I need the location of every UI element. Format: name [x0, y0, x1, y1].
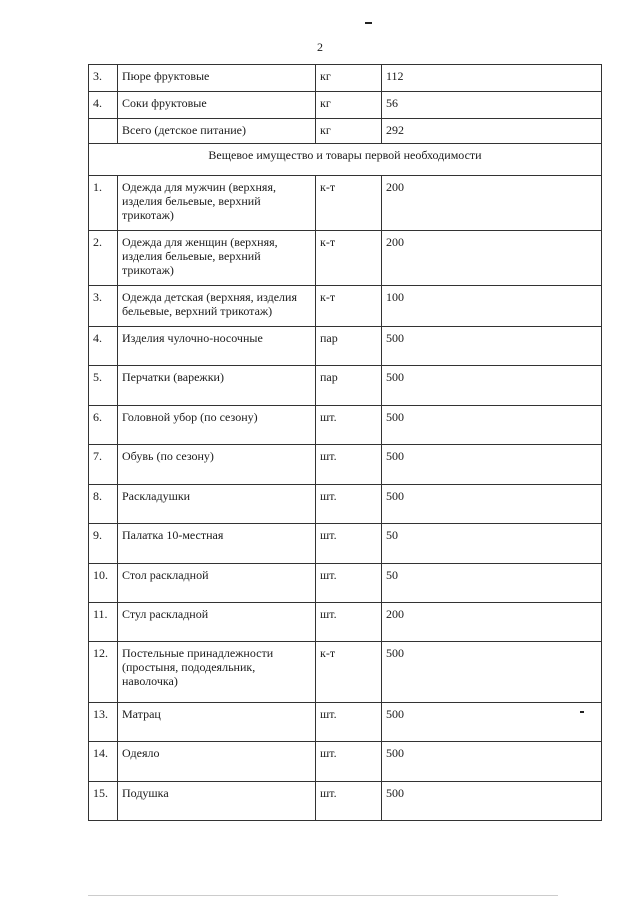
row-number: 3. — [89, 65, 118, 92]
table-row — [89, 286, 602, 327]
item-name: Раскладушки — [118, 485, 316, 524]
unit-cell: шт. — [316, 742, 382, 782]
row-number: 1. — [89, 176, 118, 231]
quantity-cell: 500 — [382, 406, 602, 445]
table-row — [89, 327, 602, 366]
quantity-cell: 100 — [382, 286, 602, 327]
item-name: Одежда для мужчин (верхняя, изделия бельевые, верхний трикотаж) — [118, 176, 316, 231]
item-name: Одеяло — [118, 742, 316, 782]
item-name: Изделия чулочно-носочные — [118, 327, 316, 366]
row-number: 15. — [89, 782, 118, 821]
table-row — [89, 564, 602, 603]
item-name: Одежда для женщин (верхняя, изделия бельевые, верхний трикотаж) — [118, 231, 316, 286]
unit-cell: шт. — [316, 564, 382, 603]
row-number: 7. — [89, 445, 118, 485]
unit-cell: кг — [316, 119, 382, 144]
row-number: 4. — [89, 92, 118, 119]
table-row — [89, 485, 602, 524]
bottom-edge-line — [88, 895, 558, 896]
unit-cell: шт. — [316, 445, 382, 485]
table-body-top — [89, 65, 602, 144]
page-number: 2 — [317, 40, 323, 54]
item-name: Матрац — [118, 703, 316, 742]
row-number: 9. — [89, 524, 118, 564]
table-row — [89, 92, 602, 119]
unit-cell: шт. — [316, 782, 382, 821]
table-row — [89, 406, 602, 445]
table-row — [89, 445, 602, 485]
scan-mark-right — [580, 711, 584, 713]
unit-cell: шт. — [316, 524, 382, 564]
quantity-cell: 500 — [382, 742, 602, 782]
quantity-cell: 500 — [382, 485, 602, 524]
row-number: 3. — [89, 286, 118, 327]
table-row — [89, 742, 602, 782]
quantity-cell: 50 — [382, 564, 602, 603]
unit-cell: кг — [316, 65, 382, 92]
unit-cell: пар — [316, 366, 382, 406]
item-name: Соки фруктовые — [118, 92, 316, 119]
table-row — [89, 642, 602, 703]
unit-cell: к-т — [316, 642, 382, 703]
item-name: Пюре фруктовые — [118, 65, 316, 92]
table-row — [89, 782, 602, 821]
row-number: 4. — [89, 327, 118, 366]
quantity-cell: 500 — [382, 703, 602, 742]
item-name: Подушка — [118, 782, 316, 821]
quantity-cell: 200 — [382, 231, 602, 286]
table-row — [89, 176, 602, 231]
quantity-cell: 56 — [382, 92, 602, 119]
supplies-table — [88, 64, 602, 821]
unit-cell: к-т — [316, 286, 382, 327]
item-name: Обувь (по сезону) — [118, 445, 316, 485]
quantity-cell: 112 — [382, 65, 602, 92]
row-number: 6. — [89, 406, 118, 445]
unit-cell: шт. — [316, 406, 382, 445]
quantity-cell: 500 — [382, 366, 602, 406]
quantity-cell: 50 — [382, 524, 602, 564]
unit-cell: к-т — [316, 231, 382, 286]
quantity-cell: 500 — [382, 445, 602, 485]
item-name: Постельные принадлежности (простыня, пододеяльник, наволочка) — [118, 642, 316, 703]
row-number: 14. — [89, 742, 118, 782]
row-number: 2. — [89, 231, 118, 286]
section-header-row — [89, 144, 602, 176]
table-row — [89, 524, 602, 564]
item-name: Стол раскладной — [118, 564, 316, 603]
quantity-cell: 292 — [382, 119, 602, 144]
item-name: Головной убор (по сезону) — [118, 406, 316, 445]
item-name: Палатка 10-местная — [118, 524, 316, 564]
table-row — [89, 703, 602, 742]
quantity-cell: 200 — [382, 176, 602, 231]
table-row — [89, 65, 602, 92]
item-name: Стул раскладной — [118, 603, 316, 642]
table-body-bottom — [89, 176, 602, 821]
table-row — [89, 603, 602, 642]
unit-cell: к-т — [316, 176, 382, 231]
row-number: 5. — [89, 366, 118, 406]
quantity-cell: 500 — [382, 782, 602, 821]
item-name: Перчатки (варежки) — [118, 366, 316, 406]
unit-cell: шт. — [316, 603, 382, 642]
section-title: Вещевое имущество и товары первой необходимости — [89, 144, 602, 176]
scan-mark-top — [365, 22, 372, 24]
unit-cell: пар — [316, 327, 382, 366]
row-number: 12. — [89, 642, 118, 703]
quantity-cell: 500 — [382, 642, 602, 703]
item-name: Одежда детская (верхняя, изделия бельевые, верхний трикотаж) — [118, 286, 316, 327]
unit-cell: кг — [316, 92, 382, 119]
quantity-cell: 500 — [382, 327, 602, 366]
table-row — [89, 366, 602, 406]
quantity-cell: 200 — [382, 603, 602, 642]
table-row — [89, 119, 602, 144]
unit-cell: шт. — [316, 703, 382, 742]
table-row — [89, 231, 602, 286]
section-header-group — [89, 144, 602, 176]
row-number: 8. — [89, 485, 118, 524]
row-number: 10. — [89, 564, 118, 603]
row-number — [89, 119, 118, 144]
row-number: 13. — [89, 703, 118, 742]
unit-cell: шт. — [316, 485, 382, 524]
item-name: Всего (детское питание) — [118, 119, 316, 144]
row-number: 11. — [89, 603, 118, 642]
